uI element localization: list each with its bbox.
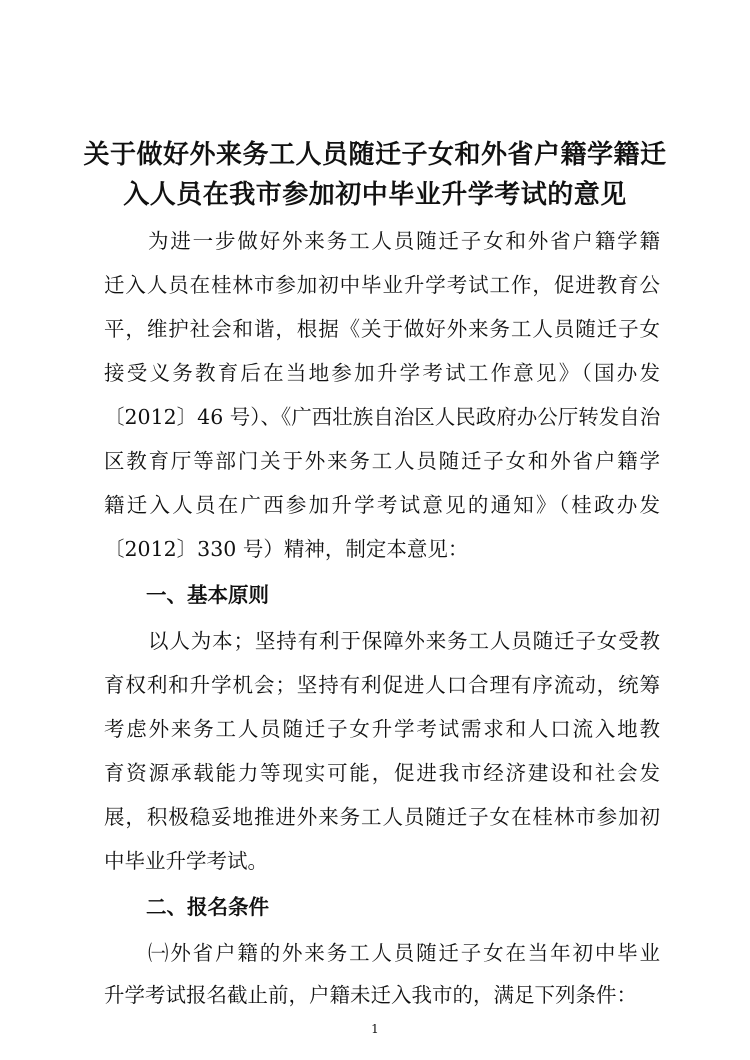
paragraph-1-line-8: 〔2012〕330 号）精神，制定本意见： xyxy=(104,537,469,561)
paragraph-1-line-4: 接受义务教育后在当地参加升学考试工作意见》（国办发 xyxy=(104,361,660,385)
paragraph-1-line-1: 为进一步做好外来务工人员随迁子女和外省户籍学籍 xyxy=(148,229,660,253)
paragraph-3-line-2: 升学考试报名截止前，户籍未迁入我市的，满足下列条件： xyxy=(104,983,637,1007)
paragraph-1-line-7: 籍迁入人员在广西参加升学考试意见的通知》（桂政办发 xyxy=(104,493,660,517)
paragraph-3-line-1: ㈠外省户籍的外来务工人员随迁子女在当年初中毕业 xyxy=(148,941,660,965)
paragraph-2-line-3: 考虑外来务工人员随迁子女升学考试需求和人口流入地教 xyxy=(104,717,660,741)
paragraph-2-line-1: 以人为本；坚持有利于保障外来务工人员随迁子女受教 xyxy=(148,629,660,653)
section-2-heading: 二、报名条件 xyxy=(146,895,269,919)
paragraph-1-line-3: 平，维护社会和谐，根据《关于做好外来务工人员随迁子女 xyxy=(104,317,660,341)
paragraph-2-line-6: 中毕业升学考试。 xyxy=(104,849,268,873)
section-1-heading: 一、基本原则 xyxy=(146,583,269,607)
paragraph-2-line-4: 育资源承载能力等现实可能，促进我市经济建设和社会发 xyxy=(104,761,660,785)
paragraph-2-line-2: 育权利和升学机会；坚持有利促进人口合理有序流动，统筹 xyxy=(104,673,660,697)
paragraph-1-line-5: 〔2012〕46 号）、《广西壮族自治区人民政府办公厅转发自治 xyxy=(104,405,661,429)
paragraph-2-line-5: 展，积极稳妥地推进外来务工人员随迁子女在桂林市参加初 xyxy=(104,805,660,829)
paragraph-1-line-2: 迁入人员在桂林市参加初中毕业升学考试工作，促进教育公 xyxy=(104,273,660,297)
document-title-line-2: 入人员在我市参加初中毕业升学考试的意见 xyxy=(123,180,627,210)
paragraph-1-line-6: 区教育厅等部门关于外来务工人员随迁子女和外省户籍学 xyxy=(104,449,660,473)
document-title-line-1: 关于做好外来务工人员随迁子女和外省户籍学籍迁 xyxy=(83,140,667,170)
page-number: 1 xyxy=(371,1022,379,1036)
